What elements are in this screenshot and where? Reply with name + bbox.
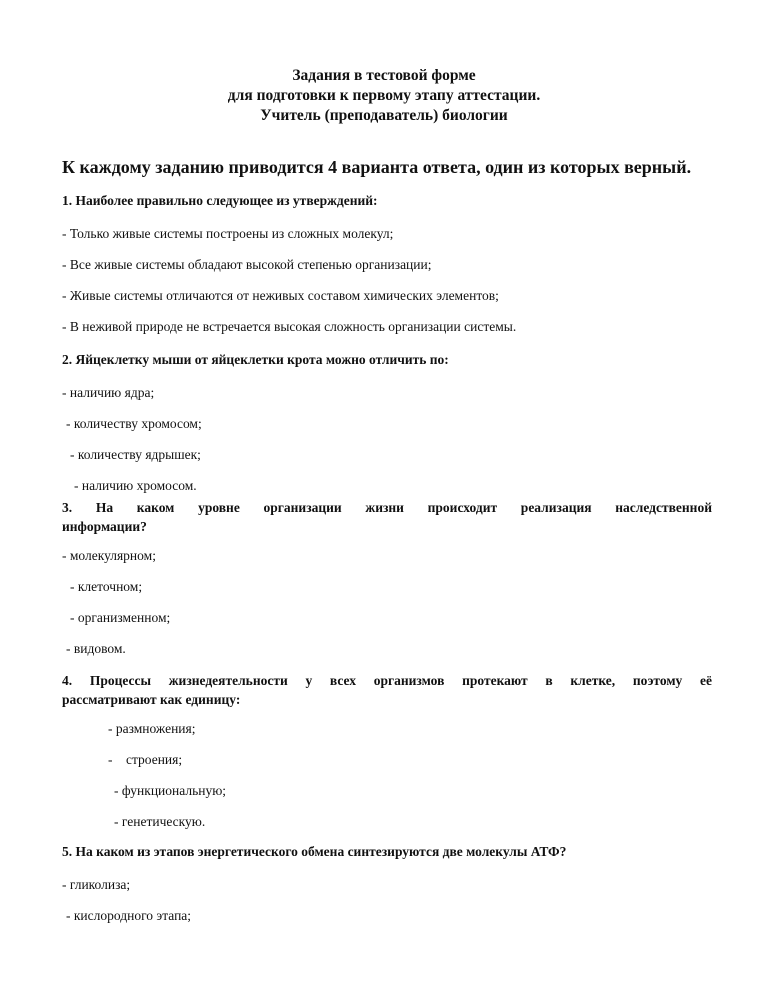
answer-option: - Только живые системы построены из сложных молекул;	[62, 226, 394, 241]
answer-option: - Все живые системы обладают высокой степенью организации;	[62, 257, 432, 272]
answer-option: - кислородного этапа;	[66, 908, 192, 923]
question-4	[62, 671, 712, 709]
question-3	[62, 498, 712, 536]
answer-option: - наличию ядра;	[62, 385, 155, 400]
question-4-line-1: 4. Процессы жизнедеятельности у всех организмов протекают в клетке, поэтому её	[62, 673, 712, 688]
title-line-3: Учитель (преподаватель) биологии	[260, 107, 508, 124]
question-1: 1. Наиболее правильно следующее из утверждений:	[62, 193, 378, 208]
title-line-2: для подготовки к первому этапу аттестации.	[227, 87, 541, 104]
question-3-line-1: 3. На каком уровне организации жизни происходит реализация наследственной	[62, 500, 712, 515]
answer-option: - генетическую.	[114, 814, 206, 829]
answer-option: - количеству хромосом;	[66, 416, 202, 431]
answer-option: - строения;	[108, 752, 183, 767]
answer-option: - Живые системы отличаются от неживых составом химических элементов;	[62, 288, 499, 303]
document-title	[0, 66, 768, 126]
title-line-1: Задания в тестовой форме	[292, 67, 476, 84]
question-3-line-2: информации?	[62, 519, 147, 534]
answer-option: - организменном;	[70, 610, 171, 625]
answer-option: - видовом.	[66, 641, 126, 656]
question-2: 2. Яйцеклетку мыши от яйцеклетки крота можно отличить по:	[62, 352, 449, 367]
answer-option: - молекулярном;	[62, 548, 156, 563]
question-4-line-2: рассматривают как единицу:	[62, 692, 241, 707]
instructions-heading: К каждому заданию приводится 4 варианта ответа, один из которых верный.	[62, 157, 692, 177]
answer-option: - В неживой природе не встречается высокая сложность организации системы.	[62, 319, 517, 334]
answer-option: - функциональную;	[114, 783, 227, 798]
answer-option: - клеточном;	[70, 579, 143, 594]
answer-option: - размножения;	[108, 721, 196, 736]
answer-option: - гликолиза;	[62, 877, 131, 892]
answer-option: - наличию хромосом.	[74, 478, 197, 493]
answer-option: - количеству ядрышек;	[70, 447, 201, 462]
question-5: 5. На каком из этапов энергетического обмена синтезируются две молекулы АТФ?	[62, 844, 567, 859]
